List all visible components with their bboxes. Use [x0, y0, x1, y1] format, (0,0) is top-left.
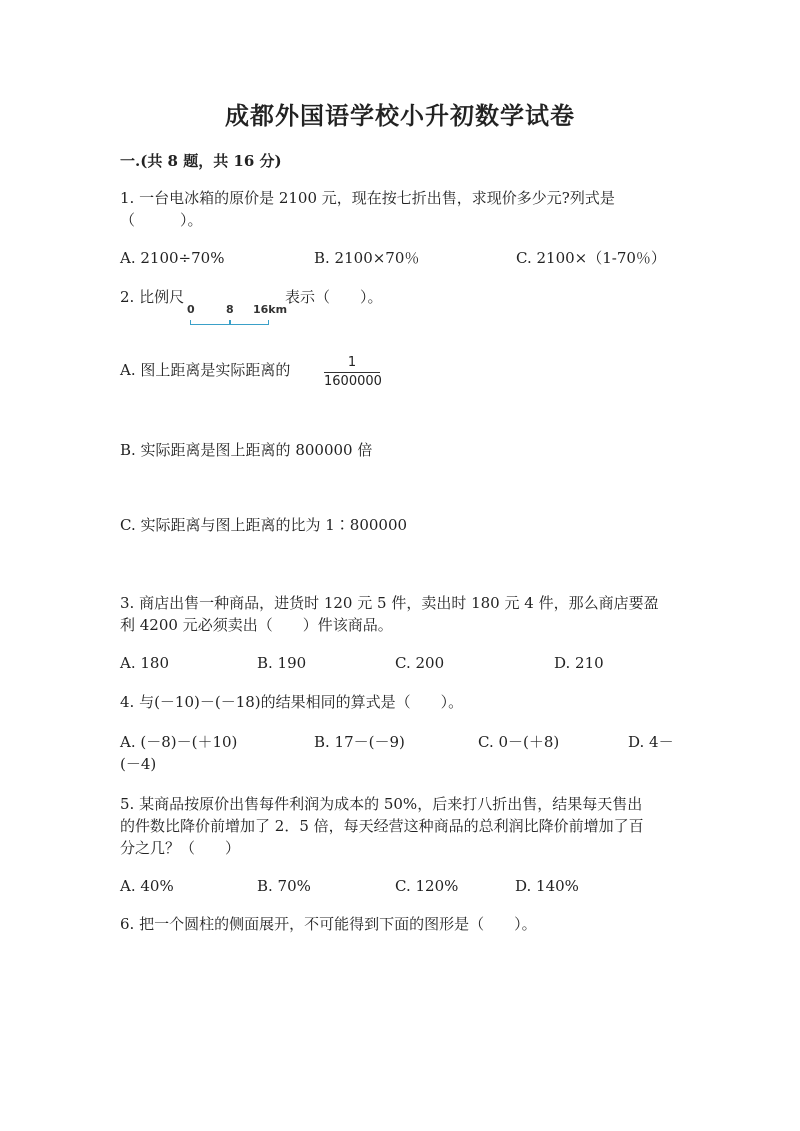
- fraction-numerator: 1: [347, 355, 357, 370]
- q2-stem-start: 2. 比例尺: [120, 288, 185, 306]
- q3-stem-line1: 3. 商店出售一种商品，进货时 120 元 5 件，卖出时 180 元 4 件，那么商店要盈: [120, 594, 659, 612]
- q5-option-c: C. 120%: [395, 877, 459, 895]
- q5-option-d: D. 140%: [515, 877, 579, 895]
- q2-option-a-fraction: [324, 355, 380, 390]
- q3-option-a: A. 180: [120, 654, 169, 672]
- q6-stem: 6. 把一个圆柱的侧面展开，不可能得到下面的图形是（ ）。: [120, 915, 537, 933]
- scale-ruler-image: [187, 303, 287, 327]
- q4-option-d-continued: (－4): [120, 755, 157, 773]
- section-heading: 一.(共 8 题，共 16 分): [120, 152, 282, 170]
- q2-option-c: C. 实际距离与图上距离的比为 1∶800000: [120, 516, 408, 534]
- q2-stem-end: 表示（ ）。: [285, 288, 383, 306]
- q5-option-b: B. 70%: [257, 877, 311, 895]
- fraction-denominator: 1600000: [324, 374, 382, 389]
- q4-option-d: D. 4－: [628, 733, 674, 751]
- ruler-label-8: 8: [226, 303, 234, 316]
- q5-option-a: A. 40%: [120, 877, 174, 895]
- q1-stem-line1: 1. 一台电冰箱的原价是 2100 元，现在按七折出售，求现价多少元?列式是: [120, 189, 615, 207]
- q1-stem-line2: （ ）。: [120, 211, 203, 229]
- q5-stem-line2: 的件数比降价前增加了 2．5 倍，每天经营这种商品的总利润比降价前增加了百: [120, 817, 644, 835]
- ruler-label-16km: 16km: [253, 303, 288, 316]
- q5-stem-line1: 5. 某商品按原价出售每件利润为成本的 50%，后来打八折出售，结果每天售出: [120, 795, 643, 813]
- q2-option-a: A. 图上距离是实际距离的: [120, 361, 291, 379]
- q1-option-c: C. 2100×（1-70％）: [516, 249, 666, 267]
- ruler-mid-tick: [229, 320, 231, 325]
- q1-option-b: B. 2100×70％: [314, 249, 420, 267]
- q4-option-a: A. (－8)－(＋10): [120, 733, 238, 751]
- q4-option-c: C. 0－(＋8): [478, 733, 560, 751]
- q3-option-c: C. 200: [395, 654, 445, 672]
- ruler-label-0: 0: [187, 303, 195, 316]
- q3-option-b: B. 190: [257, 654, 307, 672]
- fraction-bar: [324, 372, 380, 373]
- exam-title: 成都外国语学校小升初数学试卷: [225, 101, 575, 130]
- q3-stem-line2: 利 4200 元必须卖出（ ）件该商品。: [120, 616, 393, 634]
- q4-stem: 4. 与(－10)－(－18)的结果相同的算式是（ ）。: [120, 693, 464, 711]
- q2-option-b: B. 实际距离是图上距离的 800000 倍: [120, 441, 373, 459]
- q3-option-d: D. 210: [554, 654, 604, 672]
- q5-stem-line3: 分之几？（ ）: [120, 839, 241, 857]
- q4-option-b: B. 17－(－9): [314, 733, 405, 751]
- q1-option-a: A. 2100÷70%: [120, 249, 225, 267]
